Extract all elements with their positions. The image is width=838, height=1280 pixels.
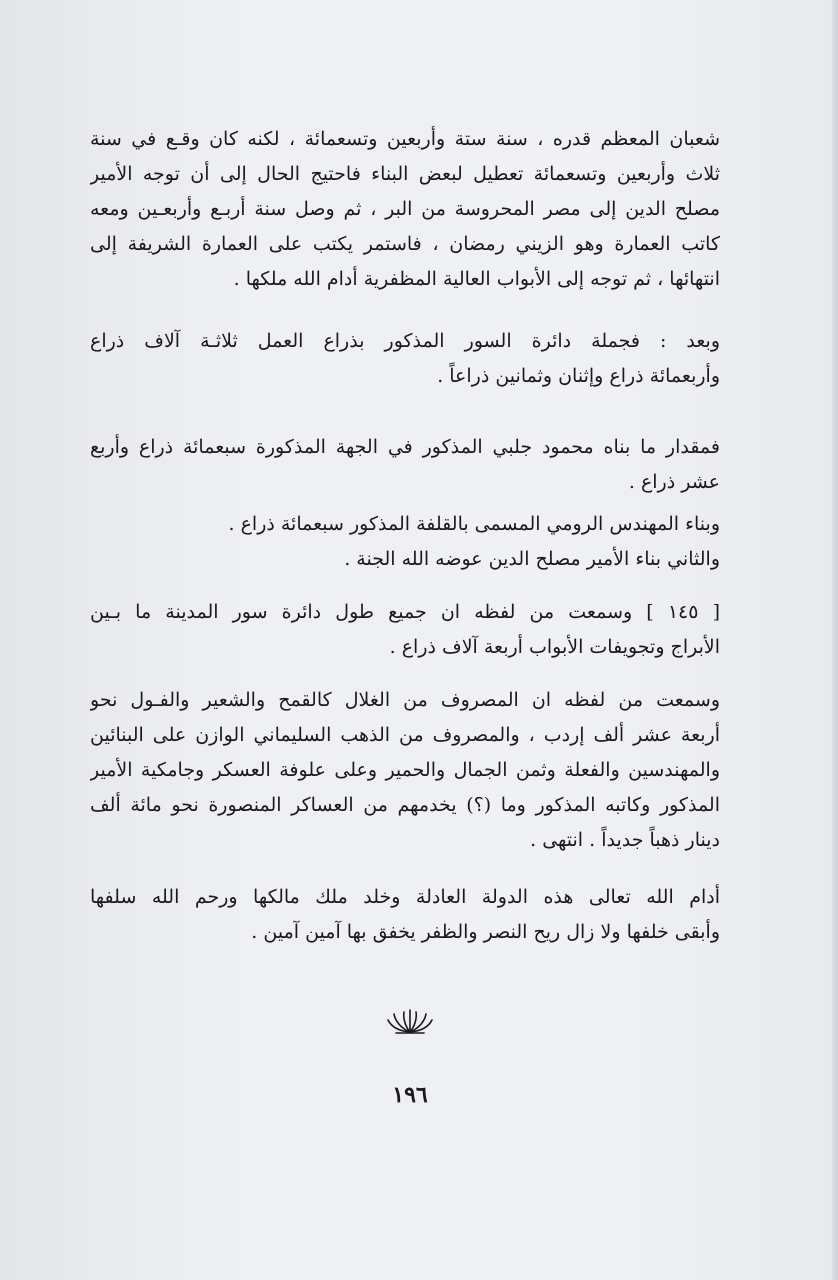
text-line: كاتب العمارة وهو الزيني رمضان ، فاستمر يكتب على العمارة الشريفة إلى <box>90 233 720 255</box>
text-line: وبعد : فجملة دائرة السور المذكور بذراع العمل ثلاثـة آلاف ذراع <box>90 330 720 352</box>
text-line: الأبراج وتجويفات الأبواب أربعة آلاف ذراع . <box>389 636 720 658</box>
page-edge <box>832 0 838 1280</box>
text-line: وبناء المهندس الرومي المسمى بالقلفة المذكور سبعمائة ذراع . <box>228 513 720 535</box>
text-line: والمهندسين والفعلة وثمن الجمال والحمير وعلى علوفة العسكر وجامكية الأمير <box>90 759 720 781</box>
paragraph-2 <box>90 324 720 394</box>
text-line: [ ١٤٥ ] وسمعت من لفظه ان جميع طول دائرة سور المدينة ما بـين <box>90 601 720 623</box>
paragraph-4 <box>90 507 720 577</box>
paragraph-1 <box>90 122 720 297</box>
text-line: فمقدار ما بناه محمود جلبي المذكور في الجهة المذكورة سبعمائة ذراع وأربع <box>90 436 720 458</box>
text-line: أدام الله تعالى هذه الدولة العادلة وخلد ملك مالكها ورحم الله سلفها <box>90 886 720 908</box>
paragraph-5 <box>90 595 720 665</box>
text-line: والثاني بناء الأمير مصلح الدين عوضه الله الجنة . <box>344 548 720 570</box>
text-line: وسمعت من لفظه ان المصروف من الغلال كالقمح والشعير والفـول نحو <box>90 689 720 711</box>
text-line: وأربعمائة ذراع وإثنان وثمانين ذراعاً . <box>437 365 720 387</box>
text-line: المذكور وكاتبه المذكور وما (؟) يخدمهم من العساكر المنصورة نحو مائة ألف <box>90 794 720 816</box>
paragraph-6 <box>90 683 720 858</box>
page-number: ١٩٦ <box>392 1082 428 1108</box>
text-line: عشر ذراع . <box>628 471 720 493</box>
text-line: مصلح الدين إلى مصر المحروسة من البر ، ثم وصل سنة أربـع وأربعـين ومعه <box>90 198 720 220</box>
paragraph-3 <box>90 430 720 500</box>
fleuron-ornament-icon <box>386 1006 434 1034</box>
paragraph-7 <box>90 880 720 950</box>
text-line: انتهائها ، ثم توجه إلى الأبواب العالية المظفرية أدام الله ملكها . <box>233 268 720 290</box>
text-line: أربعة عشر ألف إردب ، والمصروف من الذهب السليماني الوازن على البنائين <box>90 724 720 746</box>
text-line: دينار ذهباً جديداً . انتهى . <box>530 829 720 851</box>
text-line: وأبقى خلفها ولا زال ريح النصر والظفر يخفق بها آمين آمين . <box>251 921 720 943</box>
text-line: ثلاث وأربعين وتسعمائة تعطيل لبعض البناء فاحتيج الحال إلى أن توجه الأمير <box>90 163 720 185</box>
text-line: شعبان المعظم قدره ، سنة ستة وأربعين وتسعمائة ، لكنه كان وقـع في سنة <box>90 128 720 150</box>
